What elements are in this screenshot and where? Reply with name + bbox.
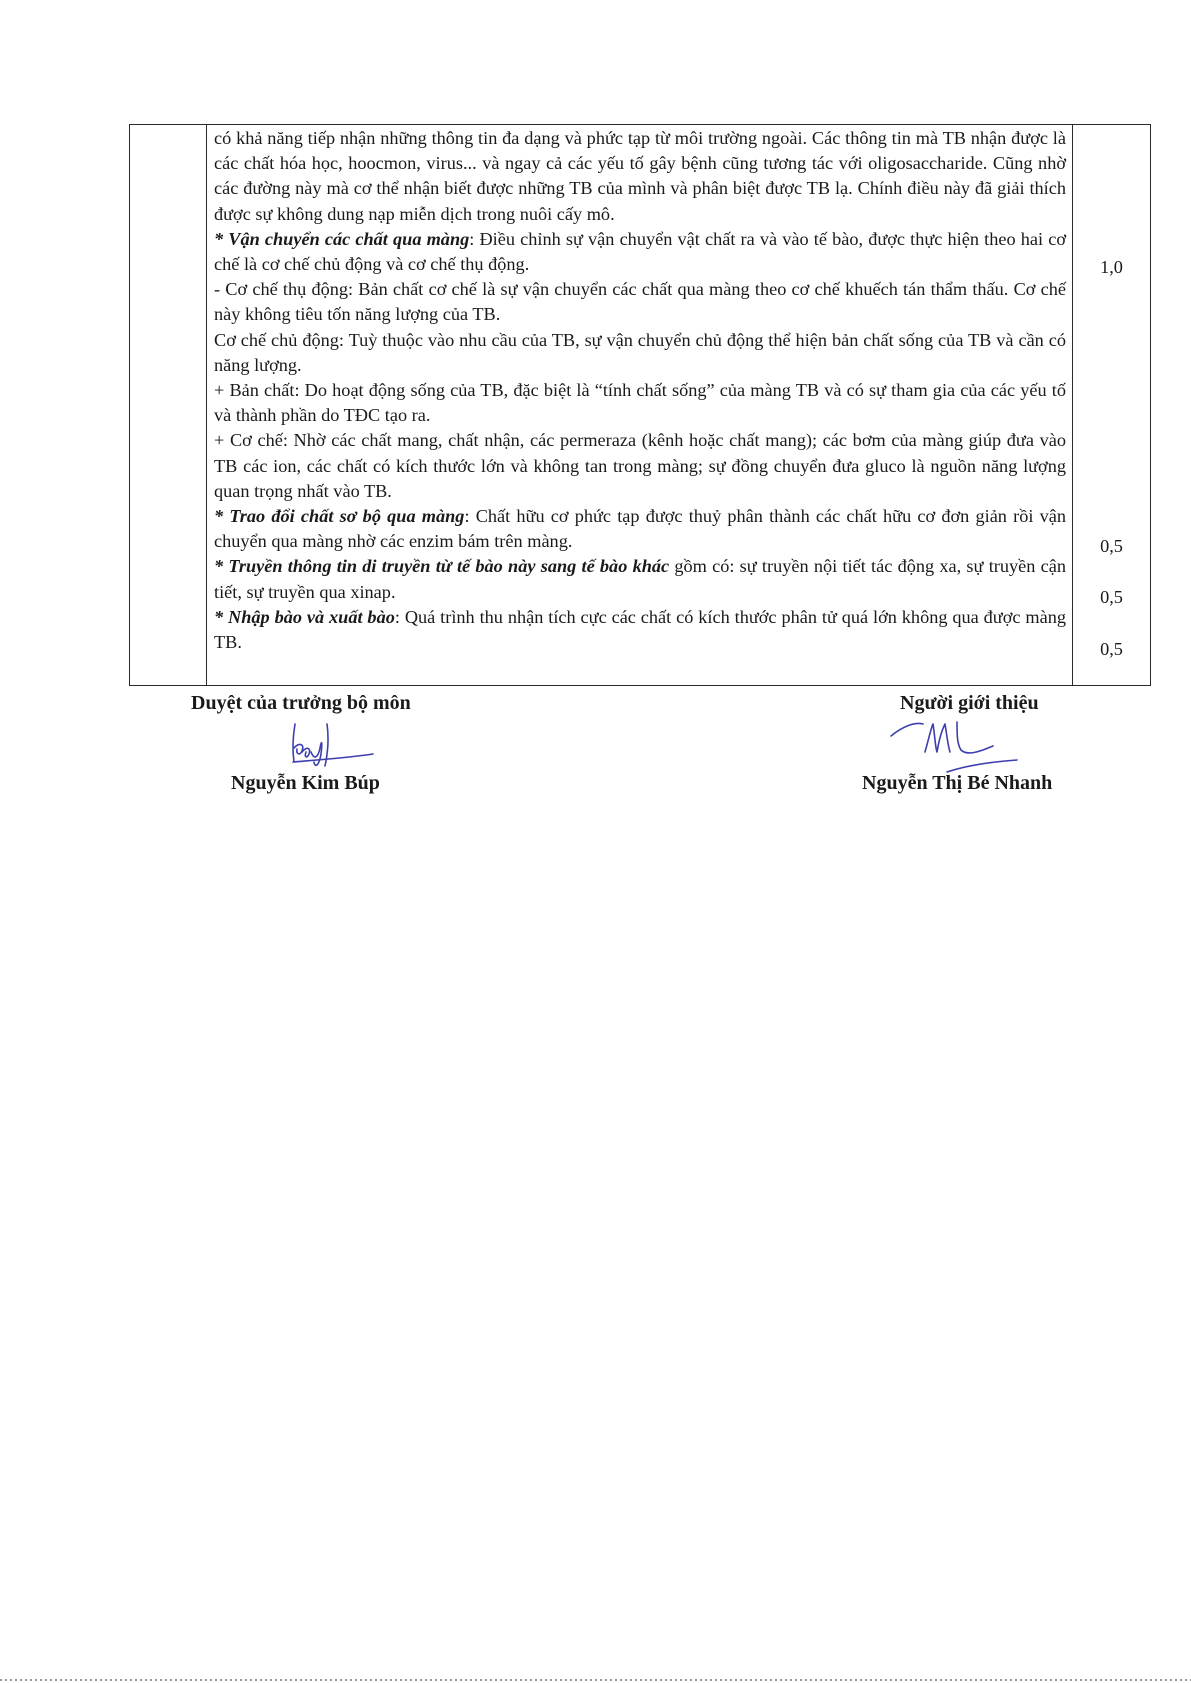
section-head-transport: * Vận chuyển các chất qua màng	[214, 228, 470, 249]
signaling-text: gồm có: sự truyền nội tiết tác động xa, sự truyền cận tiết, sự truyền qua xinap.	[214, 556, 1066, 602]
endocytosis-paragraph	[214, 605, 1066, 655]
left-signature-title: Duyệt của trưởng bộ môn	[191, 692, 411, 714]
left-signer-name: Nguyễn Kim Búp	[231, 772, 380, 794]
section-head-signaling: * Truyền thông tin di truyền từ tế bào này sang tế bào khác	[214, 556, 670, 577]
score-transport: 1,0	[1100, 257, 1123, 277]
mechanism-paragraph: + Cơ chế: Nhờ các chất mang, chất nhận, các permeraza (kênh hoặc chất mang); các bơm của màng giúp đưa vào TB các ion, các chất có kích thước lớn và không tan trong màng; sự đồng chuyển đưa gluco là nguồn năng lượng quan trọng nhất vào TB.	[214, 430, 1066, 501]
active-paragraph: Cơ chế chủ động: Tuỳ thuộc vào nhu cầu của TB, sự vận chuyển chủ động thể hiện bản chất sống của TB và cần có năng lượng.	[214, 329, 1066, 375]
score-signaling: 0,5	[1100, 587, 1123, 607]
section-head-exchange: * Trao đổi chất sơ bộ qua màng	[214, 506, 465, 527]
right-signature-title: Người giới thiệu	[900, 692, 1039, 714]
answer-content-cell	[207, 125, 1073, 686]
question-number-cell	[130, 125, 207, 686]
score-cell	[1073, 125, 1151, 686]
section-head-endocytosis: * Nhập bào và xuất bào	[214, 606, 395, 627]
exchange-text: : Chất hữu cơ phức tạp được thuỷ phân thành các chất hữu cơ đơn giản rồi vận chuyển qua màng nhờ các enzim bám trên màng.	[214, 506, 1066, 552]
passive-paragraph: - Cơ chế thụ động: Bản chất cơ chế là sự vận chuyển các chất qua màng theo cơ chế khuếch tán thẩm thấu. Cơ chế này không tiêu tốn năng lượng của TB.	[214, 279, 1066, 325]
score-exchange: 0,5	[1100, 536, 1123, 556]
scan-edge-line	[0, 1679, 1191, 1681]
transport-text: : Điều chỉnh sự vận chuyển vật chất ra và vào tế bào, được thực hiện theo hai cơ chế là cơ chế chủ động và cơ chế thụ động.	[214, 228, 1066, 275]
score-endocytosis: 0,5	[1100, 639, 1123, 659]
left-signature-mark	[287, 718, 377, 770]
endocytosis-text: : Quá trình thu nhận tích cực các chất có kích thước phân tử quá lớn không qua được màng TB.	[214, 606, 1066, 653]
right-signer-name: Nguyễn Thị Bé Nhanh	[862, 772, 1053, 794]
signaling-paragraph	[214, 554, 1066, 604]
exchange-paragraph	[214, 504, 1066, 554]
transport-paragraph	[214, 227, 1066, 277]
nature-paragraph: + Bản chất: Do hoạt động sống của TB, đặc biệt là “tính chất sống” của màng TB và có sự tham gia của các yếu tố và thành phần do TĐC tạo ra.	[214, 380, 1066, 426]
intro-paragraph: có khả năng tiếp nhận những thông tin đa dạng và phức tạp từ môi trường ngoài. Các thông tin mà TB nhận được là các chất hóa học, hoocmon, virus... và ngay cả các yếu tố gây bệnh cũng tương tác với oligosaccharide. Cũng nhờ các đường này mà cơ thể nhận biết được những TB của mình và phân biệt được TB lạ. Chính điều này đã giải thích được sự không dung nạp miễn dịch trong nuôi cấy mô.	[214, 128, 1066, 224]
answer-table	[129, 124, 1151, 686]
answer-content	[207, 125, 1072, 655]
score-column	[1073, 125, 1150, 685]
